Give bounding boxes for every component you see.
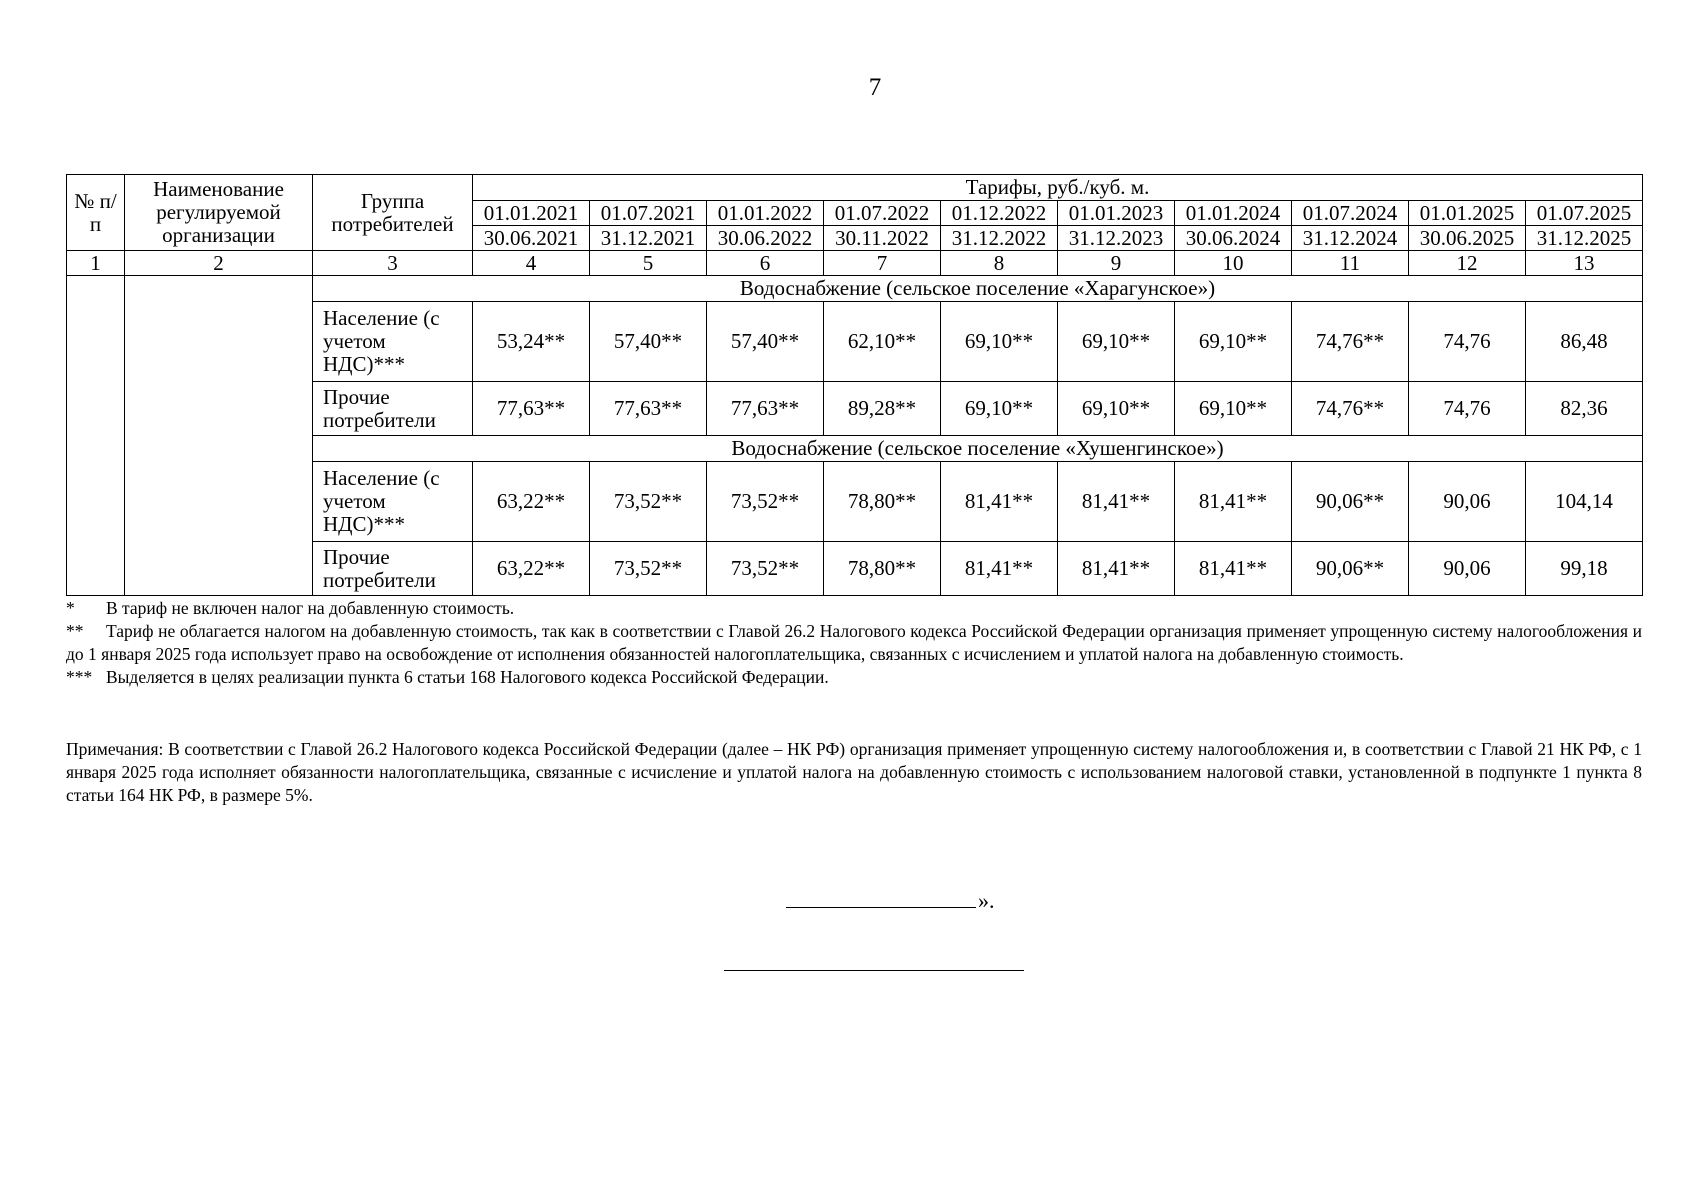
header-num: № п/п xyxy=(67,175,125,251)
tariff-value: 90,06 xyxy=(1409,462,1526,542)
column-number: 3 xyxy=(313,251,473,276)
tariff-value: 81,41** xyxy=(1058,462,1175,542)
consumer-group: Прочие потребители xyxy=(313,542,473,596)
tariff-value: 63,22** xyxy=(473,542,590,596)
tariff-value: 62,10** xyxy=(824,302,941,382)
tariff-value: 90,06** xyxy=(1292,462,1409,542)
period-from: 01.07.2025 xyxy=(1526,201,1643,226)
tariff-value: 77,63** xyxy=(707,382,824,436)
footnote-text: В тариф не включен налог на добавленную стоимость. xyxy=(106,598,515,618)
tariff-value: 86,48 xyxy=(1526,302,1643,382)
tariff-value: 74,76 xyxy=(1409,302,1526,382)
column-number: 5 xyxy=(590,251,707,276)
footnote xyxy=(66,666,1642,689)
period-from: 01.01.2021 xyxy=(473,201,590,226)
tariff-value: 81,41** xyxy=(1175,462,1292,542)
period-from: 01.01.2024 xyxy=(1175,201,1292,226)
tariff-value: 57,40** xyxy=(707,302,824,382)
tariff-value: 74,76 xyxy=(1409,382,1526,436)
consumer-group: Население (с учетом НДС)*** xyxy=(313,462,473,542)
num-cell xyxy=(67,276,125,596)
tariff-value: 73,52** xyxy=(590,542,707,596)
period-to: 30.06.2021 xyxy=(473,226,590,251)
notes-paragraph xyxy=(66,738,1642,807)
tariff-table xyxy=(66,174,1643,596)
column-numbers-row xyxy=(67,251,1643,276)
tariff-value: 81,41** xyxy=(941,462,1058,542)
tariff-value: 81,41** xyxy=(1058,542,1175,596)
column-number: 6 xyxy=(707,251,824,276)
tariff-value: 81,41** xyxy=(1175,542,1292,596)
tariff-value: 69,10** xyxy=(1058,382,1175,436)
footnote-mark: *** xyxy=(66,667,93,687)
page-number: 7 xyxy=(868,74,882,101)
column-number: 12 xyxy=(1409,251,1526,276)
period-from: 01.07.2022 xyxy=(824,201,941,226)
column-number: 11 xyxy=(1292,251,1409,276)
end-divider xyxy=(724,970,1024,971)
closing-mark xyxy=(786,888,995,914)
period-to: 30.06.2024 xyxy=(1175,226,1292,251)
header-org: Наименование регулируемой организации xyxy=(125,175,313,251)
period-to: 30.11.2022 xyxy=(824,226,941,251)
tariff-value: 63,22** xyxy=(473,462,590,542)
tariff-value: 69,10** xyxy=(1175,302,1292,382)
closing-underline xyxy=(786,906,976,908)
tariff-value: 69,10** xyxy=(1058,302,1175,382)
footnote-mark: * xyxy=(66,598,75,618)
period-from: 01.07.2024 xyxy=(1292,201,1409,226)
tariff-value: 74,76** xyxy=(1292,302,1409,382)
tariff-value: 69,10** xyxy=(941,302,1058,382)
tariff-value: 69,10** xyxy=(1175,382,1292,436)
column-number: 1 xyxy=(67,251,125,276)
tariff-value: 57,40** xyxy=(590,302,707,382)
period-to: 31.12.2022 xyxy=(941,226,1058,251)
column-number: 8 xyxy=(941,251,1058,276)
note-text: Примечания: В соответствии с Главой 26.2 Налогового кодекса Российской Федерации (далее – НК РФ) организация применяет упрощенную систему налогообложения и, в соответствии с Главой 21 НК РФ, с 1 января 2025 года исполняет обязанности налогоплательщика, связанные с исчисление и уплатой налога на добавленную стоимость с использованием налоговой ставки, установленной в подпункте 1 пункта 8 статьи 164 НК РФ, в размере 5%. xyxy=(66,739,1642,805)
footnote-mark: ** xyxy=(66,621,84,641)
tariff-value: 74,76** xyxy=(1292,382,1409,436)
tariff-value: 82,36 xyxy=(1526,382,1643,436)
tariff-value: 53,24** xyxy=(473,302,590,382)
section-title: Водоснабжение (сельское поселение «Хушенгинское») xyxy=(313,436,1643,462)
tariff-value: 90,06** xyxy=(1292,542,1409,596)
closing-quote: ». xyxy=(978,888,995,913)
tariff-value: 69,10** xyxy=(941,382,1058,436)
period-to: 31.12.2023 xyxy=(1058,226,1175,251)
column-number: 9 xyxy=(1058,251,1175,276)
tariff-value: 99,18 xyxy=(1526,542,1643,596)
period-from: 01.07.2021 xyxy=(590,201,707,226)
tariff-value: 73,52** xyxy=(707,542,824,596)
tariff-value: 73,52** xyxy=(590,462,707,542)
tariff-value: 90,06 xyxy=(1409,542,1526,596)
period-to: 31.12.2021 xyxy=(590,226,707,251)
period-to: 31.12.2025 xyxy=(1526,226,1643,251)
period-to: 31.12.2024 xyxy=(1292,226,1409,251)
footnotes xyxy=(66,597,1642,689)
period-from: 01.01.2022 xyxy=(707,201,824,226)
column-number: 10 xyxy=(1175,251,1292,276)
footnote xyxy=(66,620,1642,666)
footnote-text: Тариф не облагается налогом на добавленную стоимость, так как в соответствии с Главой 26.2 Налогового кодекса Российской Федерации организация применяет упрощенную систему налогообложения и до 1 января 2025 года использует право на освобождение от исполнения обязанностей налогоплательщика, связанных с исчислением и уплатой налога на добавленную стоимость. xyxy=(66,621,1642,664)
tariff-value: 78,80** xyxy=(824,542,941,596)
column-number: 13 xyxy=(1526,251,1643,276)
consumer-group: Прочие потребители xyxy=(313,382,473,436)
tariff-value: 104,14 xyxy=(1526,462,1643,542)
header-group: Группа потребителей xyxy=(313,175,473,251)
section-title: Водоснабжение (сельское поселение «Харагунское») xyxy=(313,276,1643,302)
period-to: 30.06.2022 xyxy=(707,226,824,251)
column-number: 4 xyxy=(473,251,590,276)
column-number: 2 xyxy=(125,251,313,276)
header-tariffs: Тарифы, руб./куб. м. xyxy=(473,175,1643,201)
tariff-value: 77,63** xyxy=(590,382,707,436)
period-from: 01.01.2023 xyxy=(1058,201,1175,226)
tariff-value: 81,41** xyxy=(941,542,1058,596)
section-row xyxy=(67,276,1643,302)
footnote xyxy=(66,597,1642,620)
tariff-value: 77,63** xyxy=(473,382,590,436)
period-to: 30.06.2025 xyxy=(1409,226,1526,251)
tariff-value: 78,80** xyxy=(824,462,941,542)
tariff-value: 89,28** xyxy=(824,382,941,436)
consumer-group: Население (с учетом НДС)*** xyxy=(313,302,473,382)
column-number: 7 xyxy=(824,251,941,276)
period-from: 01.12.2022 xyxy=(941,201,1058,226)
period-from: 01.01.2025 xyxy=(1409,201,1526,226)
tariff-value: 73,52** xyxy=(707,462,824,542)
org-cell xyxy=(125,276,313,596)
footnote-text: Выделяется в целях реализации пункта 6 статьи 168 Налогового кодекса Российской Федерации. xyxy=(106,667,829,687)
